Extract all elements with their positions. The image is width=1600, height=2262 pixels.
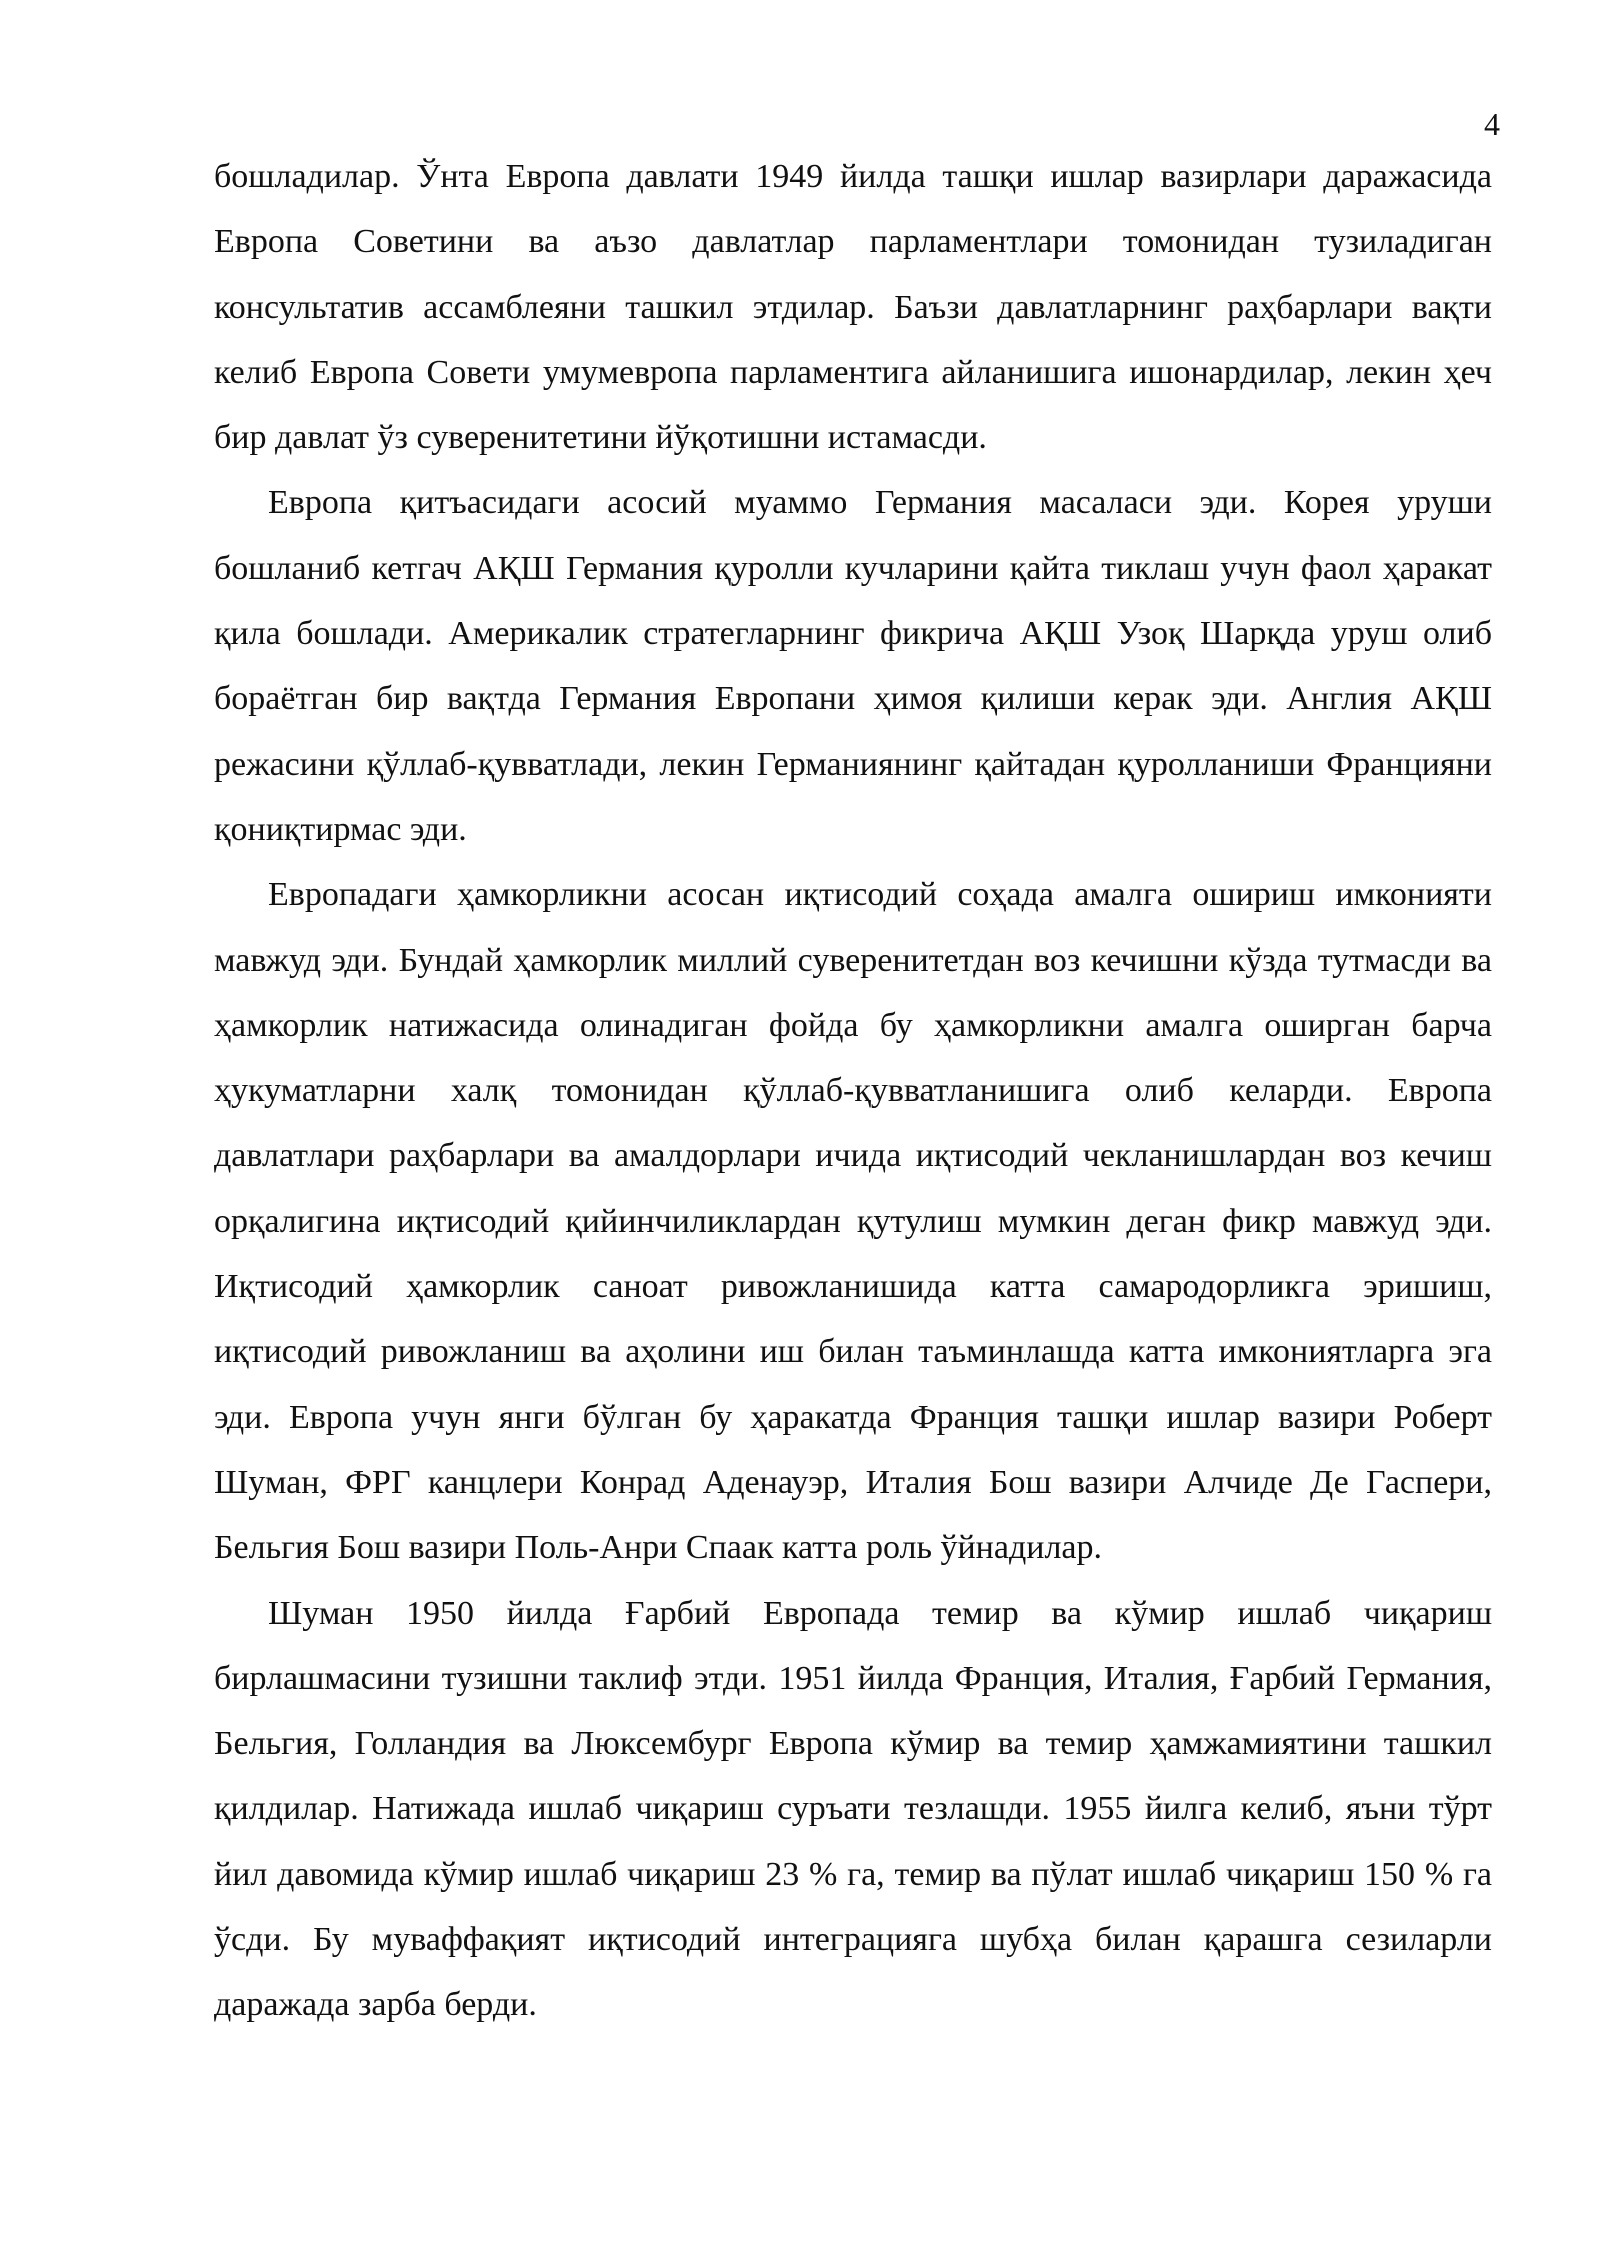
paragraph-economic-cooperation: Европадаги ҳамкорликни асосан иқтисодий соҳада амалга ошириш имконияти мавжуд эди. Бундай ҳамкорлик миллий суверенитетдан воз кечишни кўзда тутмасди ва ҳамкорлик натижасида олинадиган фойда бу ҳамкорликни амалга оширган барча ҳукуматларни халқ томонидан қўллаб-қувватланишига олиб келарди. Европа давлатлари раҳбарлари ва амалдорлари ичида иқтисодий чекланишлардан воз кечиш орқалигина иқтисодий қийинчиликлардан қутулиш мумкин деган фикр мавжуд эди. Иқтисодий ҳамкорлик саноат ривожланишида катта самародорликга эришиш, иқтисодий ривожланиш ва аҳолини иш билан таъминлашда катта имкониятларга эга эди. Европа учун янги бўлган бу ҳаракатда Франция ташқи ишлар вазири Роберт Шуман, ФРГ канцлери Конрад Аденауэр, Италия Бош вазири Алчиде Де Гаспери, Бельгия Бош вазири Поль-Анри Спаак катта роль ўйнадилар. [214,876,1492,1567]
paragraph-coal-steel-community: Шуман 1950 йилда Ғарбий Европада темир ва кўмир ишлаб чиқариш бирлашмасини тузишни таклиф этди. 1951 йилда Франция, Италия, Ғарбий Германия, Бельгия, Голландия ва Люксембург Европа кўмир ва темир ҳамжамиятини ташкил қилдилар. Натижада ишлаб чиқариш суръати тезлашди. 1955 йилга келиб, яъни тўрт йил давомида кўмир ишлаб чиқариш 23 % га, темир ва пўлат ишлаб чиқариш 150 % га ўсди. Бу муваффақият иқтисодий интеграцияга шубҳа билан қарашга сезиларли даражада зарба берди. [214,1594,1492,2024]
document-body [214,144,1492,2038]
page-number: 4 [1484,106,1500,142]
paragraph-continuation: бошладилар. Ўнта Европа давлати 1949 йилда ташқи ишлар вазирлари даражасида Европа Советини ва аъзо давлатлар парламентлари томонидан тузиладиган консультатив ассамблеяни ташкил этдилар. Баъзи давлатларнинг раҳбарлари вақти келиб Европа Совети умумевропа парламентига айланишига ишонардилар, лекин ҳеч бир давлат ўз суверенитетини йўқотишни истамасди. [214,158,1492,457]
paragraph-germany-question: Европа қитъасидаги асосий муаммо Германия масаласи эди. Корея уруши бошланиб кетгач АҚШ Германия қуролли кучларини қайта тиклаш учун фаол ҳаракат қила бошлади. Америкалик стратегларнинг фикрича АҚШ Узоқ Шарқда уруш олиб бораётган бир вақтда Германия Европани ҳимоя қилиши керак эди. Англия АҚШ режасини қўллаб-қувватлади, лекин Германиянинг қайтадан қуролланиши Францияни қониқтирмас эди. [214,484,1492,848]
